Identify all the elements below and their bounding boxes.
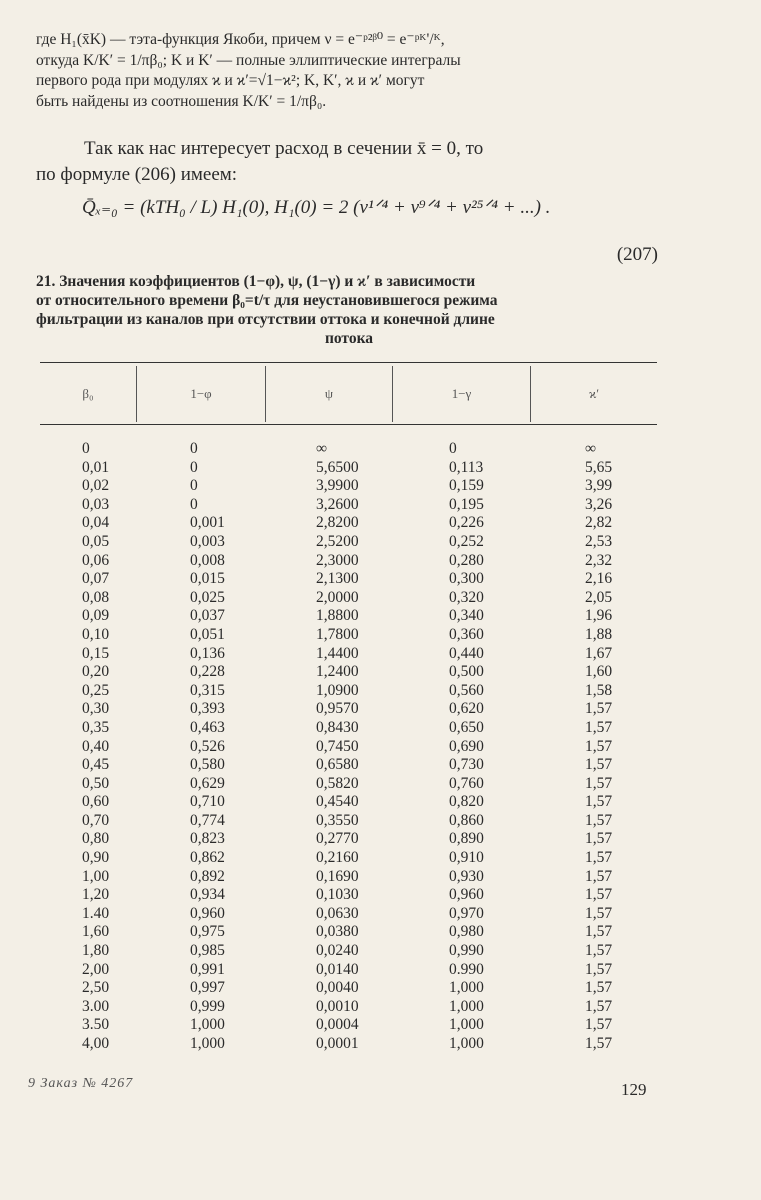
cell-beta: 0 bbox=[82, 440, 90, 457]
table-row bbox=[0, 998, 761, 1017]
cell-one-minus-gamma: 1,000 bbox=[449, 997, 484, 1015]
cell-beta: 0,02 bbox=[82, 477, 110, 495]
cell-one-minus-gamma: 0,113 bbox=[449, 458, 484, 476]
table-row bbox=[0, 756, 761, 775]
cell-one-minus-gamma: 0,930 bbox=[449, 867, 484, 885]
table-row bbox=[0, 552, 761, 571]
cell-psi: 0,0140 bbox=[316, 960, 359, 978]
cell-one-minus-gamma: 0,760 bbox=[449, 774, 484, 792]
cell-psi: 0,1030 bbox=[316, 886, 359, 904]
header-beta: β₀ bbox=[82, 386, 94, 401]
cell-psi: 0,6580 bbox=[316, 756, 359, 774]
table-row bbox=[0, 738, 761, 757]
cell-psi: 0,0040 bbox=[316, 979, 359, 997]
cell-psi: 2,1300 bbox=[316, 570, 359, 588]
cell-psi: 0,2770 bbox=[316, 830, 359, 848]
cell-one-minus-gamma: 0,730 bbox=[449, 756, 484, 774]
table-header-rule bbox=[40, 424, 657, 425]
cell-beta: 0,20 bbox=[82, 663, 110, 681]
cell-kappa-prime: 1,57 bbox=[585, 718, 613, 736]
cell-beta: 1.40 bbox=[82, 904, 110, 922]
cell-beta: 0,90 bbox=[82, 849, 110, 867]
cell-one-minus-gamma: 1,000 bbox=[449, 979, 484, 997]
cell-beta: 0,10 bbox=[82, 625, 110, 643]
formula-207: Q̄ₓ₌₀ = (kTH₀ / L) H₁(0), H₁(0) = 2 (ν¹ᐟ⁴ + ν⁹ᐟ⁴ + ν²⁵ᐟ⁴ + ...) . bbox=[82, 197, 551, 218]
cell-beta: 4,00 bbox=[82, 1035, 110, 1052]
cell-one-minus-gamma: 0,910 bbox=[449, 849, 484, 867]
cell-one-minus-phi: 0,003 bbox=[190, 532, 225, 550]
table-body bbox=[0, 440, 761, 1054]
table-row bbox=[0, 533, 761, 552]
cell-beta: 1,60 bbox=[82, 923, 110, 941]
cell-kappa-prime: ∞ bbox=[585, 440, 597, 457]
table-row bbox=[0, 1035, 761, 1054]
cell-one-minus-gamma: 0,860 bbox=[449, 811, 484, 829]
cell-one-minus-phi: 0,997 bbox=[190, 979, 225, 997]
header-one-minus-phi: 1−φ bbox=[190, 386, 212, 401]
cell-one-minus-gamma: 0,820 bbox=[449, 793, 484, 811]
table-row bbox=[0, 645, 761, 664]
cell-psi: 2,0000 bbox=[316, 588, 359, 606]
table-row bbox=[0, 496, 761, 515]
cell-psi: 0,8430 bbox=[316, 718, 359, 736]
cell-kappa-prime: 1,57 bbox=[585, 756, 613, 774]
cell-psi: 0,9570 bbox=[316, 700, 359, 718]
cell-one-minus-phi: 0,393 bbox=[190, 700, 225, 718]
cell-one-minus-phi: 0,008 bbox=[190, 551, 225, 569]
cell-psi: 0,0010 bbox=[316, 997, 359, 1015]
table-row bbox=[0, 1016, 761, 1035]
caption-line: фильтрации из каналов при отсутствии оттока и конечной длине bbox=[36, 311, 495, 328]
cell-one-minus-phi: 0,629 bbox=[190, 774, 225, 792]
cell-kappa-prime: 1,60 bbox=[585, 663, 613, 681]
cell-one-minus-gamma: 0,500 bbox=[449, 663, 484, 681]
cell-kappa-prime: 1,96 bbox=[585, 607, 613, 625]
cell-one-minus-gamma: 0.990 bbox=[449, 960, 484, 978]
cell-one-minus-gamma: 0,650 bbox=[449, 718, 484, 736]
intro-line: откуда K/K′ = 1/πβ₀; K и K′ — полные эллиптические интегралы bbox=[36, 51, 461, 69]
cell-one-minus-phi: 0,580 bbox=[190, 756, 225, 774]
cell-one-minus-gamma: 0,300 bbox=[449, 570, 484, 588]
cell-psi: 1,4400 bbox=[316, 644, 359, 662]
cell-one-minus-gamma: 0,340 bbox=[449, 607, 484, 625]
cell-psi: 3,2600 bbox=[316, 495, 359, 513]
caption-line: потока bbox=[324, 330, 374, 347]
cell-psi: 1,7800 bbox=[316, 625, 359, 643]
cell-one-minus-phi: 0,985 bbox=[190, 942, 225, 960]
flow-line: по формуле (206) имеем: bbox=[36, 164, 238, 185]
cell-psi: ∞ bbox=[316, 440, 328, 457]
cell-one-minus-phi: 0 bbox=[190, 440, 198, 457]
table-row bbox=[0, 886, 761, 905]
cell-one-minus-phi: 0,710 bbox=[190, 793, 225, 811]
cell-one-minus-gamma: 0,560 bbox=[449, 681, 484, 699]
cell-psi: 2,3000 bbox=[316, 551, 359, 569]
cell-psi: 0,2160 bbox=[316, 849, 359, 867]
cell-kappa-prime: 1,57 bbox=[585, 979, 613, 997]
table-row bbox=[0, 682, 761, 701]
cell-psi: 3,9900 bbox=[316, 477, 359, 495]
cell-one-minus-phi: 0,315 bbox=[190, 681, 225, 699]
cell-one-minus-gamma: 1,000 bbox=[449, 1035, 484, 1052]
print-order-note: 9 Заказ № 4267 bbox=[28, 1076, 134, 1091]
cell-psi: 1,8800 bbox=[316, 607, 359, 625]
cell-one-minus-phi: 0,025 bbox=[190, 588, 225, 606]
cell-beta: 0,09 bbox=[82, 607, 110, 625]
cell-beta: 0,06 bbox=[82, 551, 110, 569]
cell-one-minus-gamma: 0,252 bbox=[449, 532, 484, 550]
cell-psi: 0,0380 bbox=[316, 923, 359, 941]
cell-beta: 1,00 bbox=[82, 867, 110, 885]
cell-one-minus-phi: 0,823 bbox=[190, 830, 225, 848]
table-row bbox=[0, 663, 761, 682]
cell-beta: 0,50 bbox=[82, 774, 110, 792]
cell-one-minus-gamma: 0,620 bbox=[449, 700, 484, 718]
cell-one-minus-phi: 1,000 bbox=[190, 1016, 225, 1034]
cell-one-minus-gamma: 0,280 bbox=[449, 551, 484, 569]
cell-one-minus-phi: 0,526 bbox=[190, 737, 225, 755]
cell-psi: 0,3550 bbox=[316, 811, 359, 829]
cell-one-minus-phi: 0,001 bbox=[190, 514, 225, 532]
table-row bbox=[0, 570, 761, 589]
cell-one-minus-gamma: 0,320 bbox=[449, 588, 484, 606]
cell-one-minus-gamma: 0,960 bbox=[449, 886, 484, 904]
cell-one-minus-gamma: 0,159 bbox=[449, 477, 484, 495]
intro-line: где H₁(x̄K) — тэта-функция Якоби, причем ν = e⁻ᵖ²ᵝ⁰ = e⁻ᵖᴷ'/ᴷ, bbox=[36, 31, 445, 48]
cell-one-minus-gamma: 0,440 bbox=[449, 644, 484, 662]
cell-kappa-prime: 1,57 bbox=[585, 886, 613, 904]
cell-kappa-prime: 2,05 bbox=[585, 588, 613, 606]
cell-psi: 5,6500 bbox=[316, 458, 359, 476]
table-row bbox=[0, 700, 761, 719]
cell-one-minus-gamma: 1,000 bbox=[449, 1016, 484, 1034]
cell-beta: 2,00 bbox=[82, 960, 110, 978]
table-caption bbox=[36, 272, 662, 348]
cell-kappa-prime: 1,57 bbox=[585, 923, 613, 941]
cell-one-minus-phi: 0,862 bbox=[190, 849, 225, 867]
cell-kappa-prime: 1,57 bbox=[585, 997, 613, 1015]
cell-one-minus-gamma: 0,690 bbox=[449, 737, 484, 755]
cell-kappa-prime: 2,53 bbox=[585, 532, 613, 550]
table-row bbox=[0, 942, 761, 961]
cell-psi: 2,8200 bbox=[316, 514, 359, 532]
table-row bbox=[0, 626, 761, 645]
cell-beta: 0,80 bbox=[82, 830, 110, 848]
cell-kappa-prime: 1,57 bbox=[585, 737, 613, 755]
cell-beta: 0,07 bbox=[82, 570, 110, 588]
cell-one-minus-phi: 0,037 bbox=[190, 607, 225, 625]
cell-one-minus-phi: 0 bbox=[190, 495, 198, 513]
caption-line: от относительного времени β₀=t/τ для неустановившегося режима bbox=[36, 292, 498, 309]
table-row bbox=[0, 812, 761, 831]
cell-kappa-prime: 1,57 bbox=[585, 1016, 613, 1034]
cell-kappa-prime: 1,57 bbox=[585, 904, 613, 922]
table-row bbox=[0, 459, 761, 478]
caption-line: 21. Значения коэффициентов (1−φ), ψ, (1−γ) и ϰ′ в зависимости bbox=[36, 273, 476, 290]
cell-beta: 0,05 bbox=[82, 532, 110, 550]
cell-one-minus-phi: 1,000 bbox=[190, 1035, 225, 1052]
cell-kappa-prime: 1,57 bbox=[585, 942, 613, 960]
cell-one-minus-gamma: 0 bbox=[449, 440, 457, 457]
cell-beta: 0,40 bbox=[82, 737, 110, 755]
table-row bbox=[0, 440, 761, 459]
cell-beta: 0,01 bbox=[82, 458, 110, 476]
cell-kappa-prime: 1,57 bbox=[585, 811, 613, 829]
cell-beta: 1,80 bbox=[82, 942, 110, 960]
cell-one-minus-gamma: 0,360 bbox=[449, 625, 484, 643]
table-row bbox=[0, 849, 761, 868]
table-row bbox=[0, 477, 761, 496]
table-row bbox=[0, 923, 761, 942]
intro-paragraph bbox=[36, 30, 658, 112]
table-row bbox=[0, 961, 761, 980]
table-top-rule bbox=[40, 362, 657, 363]
cell-beta: 0,04 bbox=[82, 514, 110, 532]
cell-one-minus-gamma: 0,970 bbox=[449, 904, 484, 922]
cell-psi: 0,0004 bbox=[316, 1016, 359, 1034]
cell-kappa-prime: 2,82 bbox=[585, 514, 613, 532]
cell-psi: 0,7450 bbox=[316, 737, 359, 755]
cell-one-minus-phi: 0 bbox=[190, 458, 198, 476]
cell-beta: 2,50 bbox=[82, 979, 110, 997]
cell-beta: 0,45 bbox=[82, 756, 110, 774]
cell-kappa-prime: 2,16 bbox=[585, 570, 613, 588]
cell-one-minus-phi: 0,991 bbox=[190, 960, 225, 978]
cell-one-minus-gamma: 0,980 bbox=[449, 923, 484, 941]
cell-kappa-prime: 1,57 bbox=[585, 960, 613, 978]
cell-kappa-prime: 1,67 bbox=[585, 644, 613, 662]
cell-one-minus-phi: 0,934 bbox=[190, 886, 225, 904]
cell-psi: 0,1690 bbox=[316, 867, 359, 885]
table-row bbox=[0, 719, 761, 738]
table-row bbox=[0, 793, 761, 812]
cell-psi: 0,0001 bbox=[316, 1035, 359, 1052]
cell-kappa-prime: 1,57 bbox=[585, 849, 613, 867]
cell-one-minus-gamma: 0,990 bbox=[449, 942, 484, 960]
cell-beta: 0,60 bbox=[82, 793, 110, 811]
cell-kappa-prime: 1,58 bbox=[585, 681, 613, 699]
table-row bbox=[0, 905, 761, 924]
cell-psi: 1,0900 bbox=[316, 681, 359, 699]
cell-beta: 3.00 bbox=[82, 997, 110, 1015]
cell-beta: 0,25 bbox=[82, 681, 110, 699]
equation-number: (207) bbox=[616, 244, 658, 265]
cell-kappa-prime: 1,57 bbox=[585, 830, 613, 848]
cell-kappa-prime: 1,88 bbox=[585, 625, 613, 643]
cell-one-minus-gamma: 0,890 bbox=[449, 830, 484, 848]
cell-kappa-prime: 1,57 bbox=[585, 774, 613, 792]
flow-line: Так как нас интересует расход в сечении x̄ = 0, то bbox=[84, 138, 484, 159]
cell-kappa-prime: 3,99 bbox=[585, 477, 613, 495]
cell-psi: 0,0240 bbox=[316, 942, 359, 960]
cell-kappa-prime: 1,57 bbox=[585, 793, 613, 811]
table-row bbox=[0, 607, 761, 626]
cell-one-minus-phi: 0,960 bbox=[190, 904, 225, 922]
cell-psi: 0,0630 bbox=[316, 904, 359, 922]
page-number: 129 bbox=[621, 1080, 647, 1099]
cell-beta: 0,15 bbox=[82, 644, 110, 662]
intro-line: быть найдены из соотношения K/K′ = 1/πβ₀. bbox=[36, 92, 327, 110]
intro-line: первого рода при модулях ϰ и ϰ′=√1−ϰ²; K, K′, ϰ и ϰ′ могут bbox=[36, 72, 425, 89]
cell-one-minus-gamma: 0,195 bbox=[449, 495, 484, 513]
cell-one-minus-phi: 0,228 bbox=[190, 663, 225, 681]
cell-beta: 0,70 bbox=[82, 811, 110, 829]
cell-beta: 0,35 bbox=[82, 718, 110, 736]
flow-paragraph bbox=[36, 136, 660, 188]
cell-one-minus-phi: 0,136 bbox=[190, 644, 225, 662]
table-row bbox=[0, 589, 761, 608]
table-row bbox=[0, 830, 761, 849]
cell-psi: 0,4540 bbox=[316, 793, 359, 811]
cell-kappa-prime: 3,26 bbox=[585, 495, 613, 513]
cell-kappa-prime: 1,57 bbox=[585, 1035, 613, 1052]
cell-kappa-prime: 5,65 bbox=[585, 458, 613, 476]
cell-one-minus-phi: 0 bbox=[190, 477, 198, 495]
cell-beta: 0,30 bbox=[82, 700, 110, 718]
cell-one-minus-phi: 0,975 bbox=[190, 923, 225, 941]
table-row bbox=[0, 979, 761, 998]
cell-one-minus-phi: 0,774 bbox=[190, 811, 225, 829]
cell-psi: 0,5820 bbox=[316, 774, 359, 792]
cell-kappa-prime: 1,57 bbox=[585, 700, 613, 718]
cell-beta: 0,03 bbox=[82, 495, 110, 513]
table-row bbox=[0, 868, 761, 887]
cell-kappa-prime: 1,57 bbox=[585, 867, 613, 885]
cell-psi: 1,2400 bbox=[316, 663, 359, 681]
cell-one-minus-phi: 0,999 bbox=[190, 997, 225, 1015]
cell-one-minus-phi: 0,892 bbox=[190, 867, 225, 885]
table-row bbox=[0, 775, 761, 794]
header-one-minus-gamma: 1−γ bbox=[451, 386, 472, 401]
header-psi: ψ bbox=[324, 386, 334, 401]
cell-beta: 0,08 bbox=[82, 588, 110, 606]
cell-one-minus-phi: 0,015 bbox=[190, 570, 225, 588]
header-kappa-prime: ϰ′ bbox=[588, 386, 600, 401]
cell-kappa-prime: 2,32 bbox=[585, 551, 613, 569]
cell-psi: 2,5200 bbox=[316, 532, 359, 550]
cell-one-minus-phi: 0,051 bbox=[190, 625, 225, 643]
cell-one-minus-phi: 0,463 bbox=[190, 718, 225, 736]
cell-one-minus-gamma: 0,226 bbox=[449, 514, 484, 532]
cell-beta: 1,20 bbox=[82, 886, 110, 904]
table-row bbox=[0, 514, 761, 533]
cell-beta: 3.50 bbox=[82, 1016, 110, 1034]
